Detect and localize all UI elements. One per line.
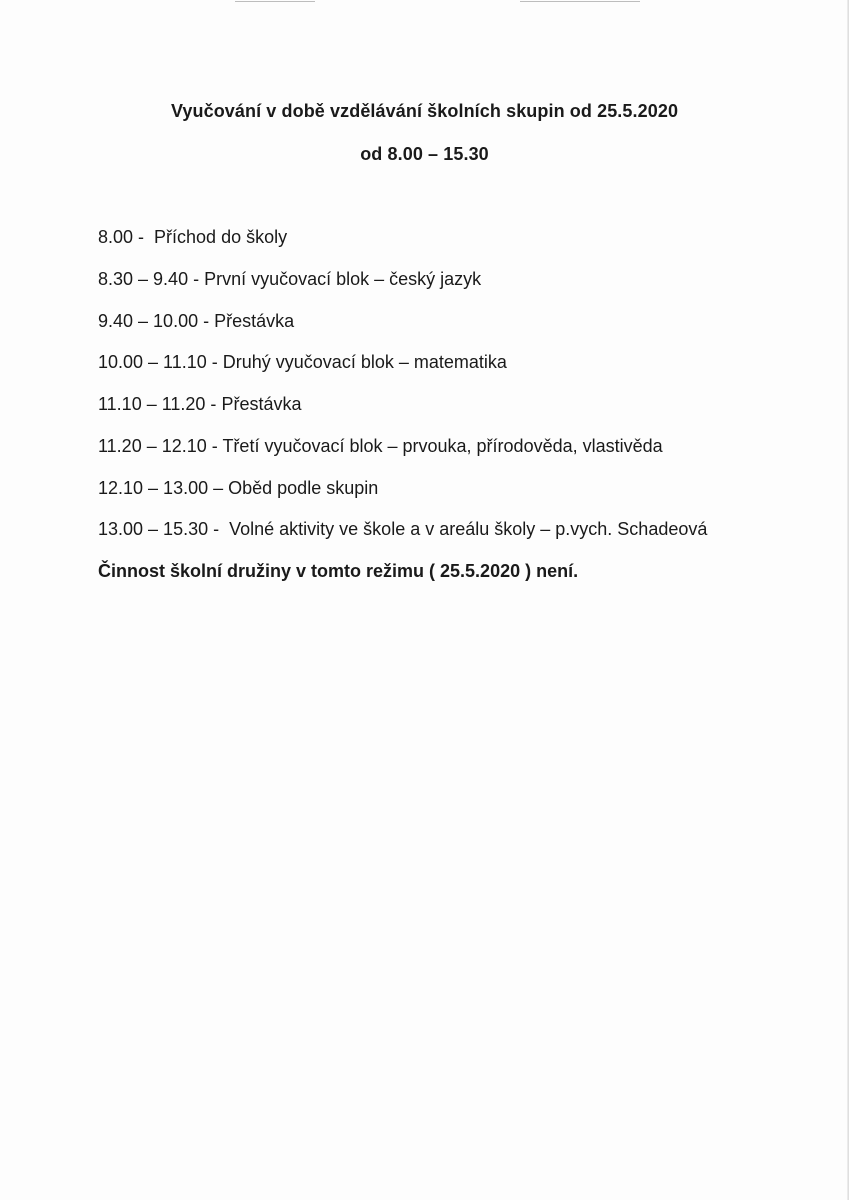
schedule-row	[98, 310, 718, 334]
schedule-time: 10.00 – 11.10 -	[98, 352, 223, 373]
scan-artifact-line	[520, 1, 640, 2]
schedule-row	[98, 435, 718, 459]
schedule-time: 11.10 – 11.20 -	[98, 394, 222, 414]
schedule-time: 9.40 – 10.00 -	[98, 310, 215, 331]
schedule-time: 11.20 – 12.10 -	[98, 435, 223, 456]
schedule-activity: Přestávka	[221, 394, 302, 414]
schedule-row	[98, 393, 718, 417]
schedule-activity: Přestávka	[214, 310, 295, 331]
schedule-activity: Oběd podle skupin	[228, 477, 379, 498]
schedule-time: 13.00 – 15.30 -	[98, 519, 230, 540]
schedule-row	[98, 268, 718, 292]
document-title: Vyučování v době vzdělávání školních skupin od 25.5.2020	[170, 101, 679, 121]
schedule-time: 12.10 – 13.00 –	[98, 477, 229, 498]
schedule-row	[98, 477, 718, 501]
scan-artifact-line	[235, 1, 315, 2]
schedule-time: 8.00 -	[98, 227, 155, 247]
schedule-activity: Příchod do školy	[154, 227, 288, 247]
schedule-time: 8.30 – 9.40 -	[98, 268, 205, 289]
schedule-activity: Druhý vyučovací blok – matematika	[222, 352, 507, 373]
schedule-row	[98, 518, 718, 542]
schedule-activity: Volné aktivity ve škole a v areálu školy – p.vych. Schadeová	[229, 519, 708, 540]
after-school-club-note: Činnost školní družiny v tomto režimu ( 25.5.2020 ) není.	[98, 561, 579, 581]
schedule-activity: Třetí vyučovací blok – prvouka, přírodověda, vlastivěda	[222, 435, 663, 456]
schedule-row	[98, 226, 718, 250]
schedule-list	[98, 226, 718, 584]
document-subtitle-time-range: od 8.00 – 15.30	[360, 144, 489, 164]
schedule-row	[98, 351, 718, 375]
schedule-activity: První vyučovací blok – český jazyk	[204, 268, 482, 289]
